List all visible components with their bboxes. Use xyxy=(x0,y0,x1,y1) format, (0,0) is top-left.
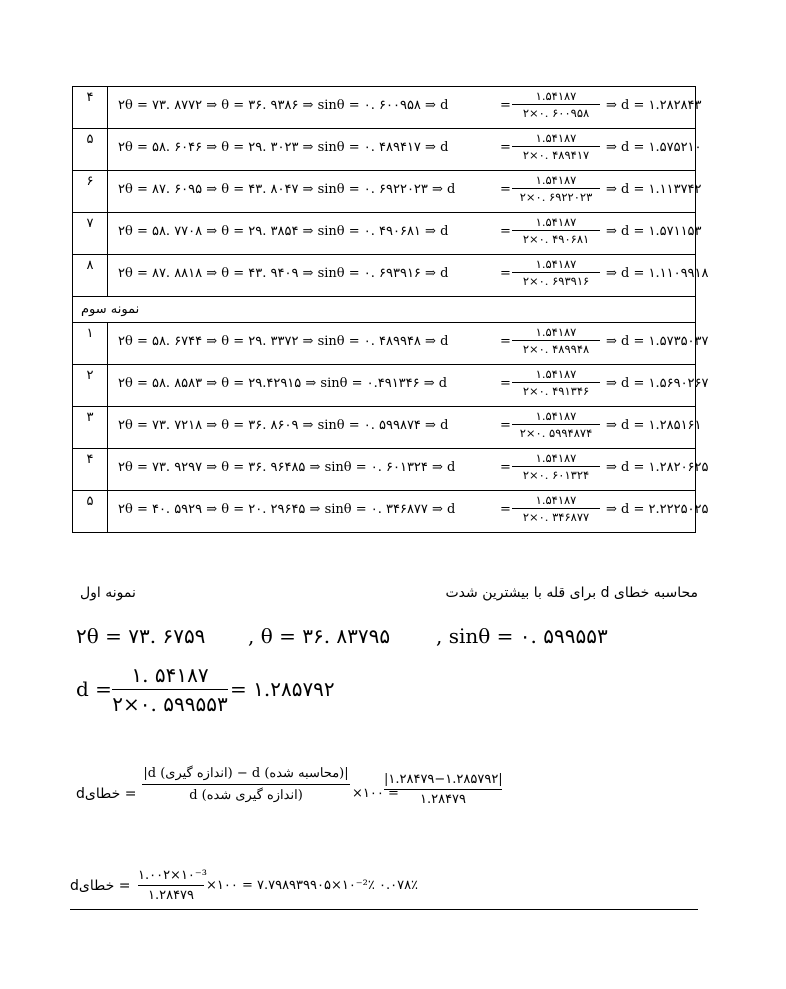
fraction-denominator: ۲×۰. ۴۸۹۹۴۸ xyxy=(522,342,590,356)
equation-fraction xyxy=(512,89,600,120)
equation-lhs: ۲θ = ۷۳. ۸۷۷۲ ⇒ θ = ۳۶. ۹۳۸۶ ⇒ sinθ = ۰. ۶۰۰۹۵۸ ⇒ d xyxy=(118,98,449,113)
equation-lhs: ۲θ = ۸۷. ۸۸۱۸ ⇒ θ = ۴۳. ۹۴۰۹ ⇒ sinθ = ۰. ۶۹۳۹۱۶ ⇒ d xyxy=(118,266,449,281)
equation-fraction xyxy=(512,173,600,204)
table-row xyxy=(73,129,696,171)
d-fraction xyxy=(112,663,228,716)
table-row xyxy=(73,171,696,213)
equation-lhs: ۲θ = ۷۳. ۹۲۹۷ ⇒ θ = ۳۶. ۹۶۴۸۵ ⇒ sinθ = ۰. ۶۰۱۳۲۴ ⇒ d xyxy=(118,460,456,475)
equation-result: ⇒ d = ۱.۲۸۵۱۶۱ xyxy=(606,418,702,433)
d-label: d = xyxy=(76,677,112,701)
error-general-numerator: |d (اندازه گیری) − d (محاسبه شده)| xyxy=(142,766,350,785)
fraction-numerator: ۱.۵۴۱۸۷ xyxy=(512,215,600,231)
multiply-hundred: ×۱۰۰ = xyxy=(352,786,399,801)
row-equation xyxy=(108,87,702,129)
equation-fraction xyxy=(512,215,600,246)
fraction-numerator: ۱.۵۴۱۸۷ xyxy=(512,409,600,425)
calc-title: محاسبه خطای d برای قله با بیشترین شدت xyxy=(445,585,698,601)
equation-lhs: ۲θ = ۵۸. ۷۷۰۸ ⇒ θ = ۲۹. ۳۸۵۴ ⇒ sinθ = ۰. ۴۹۰۶۸۱ ⇒ d xyxy=(118,224,449,239)
row-equation xyxy=(108,449,709,491)
equation-fraction xyxy=(512,409,600,440)
equation-result: ⇒ d = ۱.۲۸۲۰۶۲۵ xyxy=(606,460,709,475)
fraction-numerator: ۱.۵۴۱۸۷ xyxy=(512,451,600,467)
fraction-denominator: ۲×۰. ۴۸۹۴۱۷ xyxy=(522,148,590,162)
equation-result: ⇒ d = ۱.۵۷۳۵۰۳۷ xyxy=(606,334,709,349)
row-equation xyxy=(108,407,702,449)
fraction-numerator: ۱.۵۴۱۸۷ xyxy=(512,131,600,147)
row-number: ۷ xyxy=(73,213,108,255)
error-general-fraction xyxy=(142,766,350,803)
table-row xyxy=(73,255,696,297)
error-label: dخطای = xyxy=(76,786,137,802)
equation-lhs: ۲θ = ۵۸. ۸۵۸۳ ⇒ θ = ۲۹.۴۲۹۱۵ ⇒ sinθ = ۰.۴۹۱۳۴۶ ⇒ d xyxy=(118,376,448,391)
error-result-denominator: ۱.۲۸۴۷۹ xyxy=(147,888,195,903)
equation-result: ⇒ d = ۱.۱۱۳۷۴۲ xyxy=(606,182,702,197)
theta-value: , θ = ۳۶. ۸۳۷۹۵ xyxy=(248,624,391,648)
sin-value: , sinθ = ۰. ۵۹۹۵۵۳ xyxy=(436,624,608,648)
equals-sign: = xyxy=(500,224,511,239)
equation-result: ⇒ d = ۱.۱۱۰۹۹۱۸ xyxy=(606,266,709,281)
error-result-value: ×۱۰۰ = ۷.۷۹۸۹۳۹۹۰۵×۱۰⁻²٪ ۰.۰۷۸٪ xyxy=(206,878,419,893)
fraction-denominator: ۲×۰. ۴۹۱۳۴۶ xyxy=(522,384,590,398)
fraction-numerator: ۱.۵۴۱۸۷ xyxy=(512,325,600,341)
row-equation xyxy=(108,365,709,407)
equals-sign: = xyxy=(500,376,511,391)
table-row xyxy=(73,365,696,407)
row-equation xyxy=(108,129,702,171)
error-value-numerator: |۱.۲۸۴۷۹−۱.۲۸۵۷۹۲| xyxy=(384,772,502,790)
equation-fraction xyxy=(512,257,600,288)
row-equation xyxy=(108,323,709,365)
row-number: ۱ xyxy=(73,323,108,365)
table-row xyxy=(73,407,696,449)
equation-result: ⇒ d = ۱.۵۷۱۱۵۳ xyxy=(606,224,702,239)
error-result-label: dخطای = xyxy=(70,878,131,894)
equation-fraction xyxy=(512,131,600,162)
bottom-rule xyxy=(70,909,698,910)
table-row xyxy=(73,491,696,533)
row-equation xyxy=(108,255,709,297)
equals-sign: = xyxy=(500,182,511,197)
fraction-numerator: ۱.۵۴۱۸۷ xyxy=(512,173,600,189)
equation-fraction xyxy=(512,493,600,524)
row-equation xyxy=(108,171,702,213)
equals-sign: = xyxy=(500,140,511,155)
equals-sign: = xyxy=(500,418,511,433)
error-value-denominator: ۱.۲۸۴۷۹ xyxy=(419,792,467,807)
d-denominator: ۲×۰. ۵۹۹۵۵۳ xyxy=(112,692,228,716)
error-result-numerator: ۱.۰۰۲×۱۰⁻³ xyxy=(138,868,204,886)
error-general-denominator: d (اندازه گیری شده) xyxy=(189,788,303,803)
error-value-fraction xyxy=(384,772,502,807)
row-number: ۴ xyxy=(73,87,108,129)
equation-result: ⇒ d = ۱.۵۶۹۰۲۶۷ xyxy=(606,376,709,391)
equals-sign: = xyxy=(500,460,511,475)
row-number: ۸ xyxy=(73,255,108,297)
equals-sign: = xyxy=(500,266,511,281)
fraction-denominator: ۲×۰. ۴۹۰۶۸۱ xyxy=(522,232,590,246)
equation-lhs: ۲θ = ۴۰. ۵۹۲۹ ⇒ θ = ۲۰. ۲۹۶۴۵ ⇒ sinθ = ۰. ۳۴۶۸۷۷ ⇒ d xyxy=(118,502,456,517)
equation-fraction xyxy=(512,325,600,356)
d-result: = ۱.۲۸۵۷۹۲ xyxy=(230,677,335,701)
table-row xyxy=(73,87,696,129)
results-table xyxy=(72,86,709,533)
fraction-denominator: ۲×۰. ۶۹۳۹۱۶ xyxy=(522,274,590,288)
fraction-numerator: ۱.۵۴۱۸۷ xyxy=(512,89,600,105)
equation-result: ⇒ d = ۲.۲۲۲۵۰۲۵ xyxy=(606,502,709,517)
d-numerator: ۱. ۵۴۱۸۷ xyxy=(112,663,228,690)
section-label: نمونه سوم xyxy=(81,302,140,317)
table-row xyxy=(73,323,696,365)
fraction-denominator: ۲×۰. ۶۰۱۳۲۴ xyxy=(522,468,590,482)
equation-lhs: ۲θ = ۵۸. ۶۰۴۶ ⇒ θ = ۲۹. ۳۰۲۳ ⇒ sinθ = ۰. ۴۸۹۴۱۷ ⇒ d xyxy=(118,140,449,155)
fraction-denominator: ۲×۰. ۶۰۰۹۵۸ xyxy=(522,106,590,120)
error-result-fraction xyxy=(138,868,207,903)
fraction-numerator: ۱.۵۴۱۸۷ xyxy=(512,493,600,509)
row-number: ۴ xyxy=(73,449,108,491)
sample-title: نمونه اول xyxy=(80,585,136,601)
table-row xyxy=(73,449,696,491)
equation-lhs: ۲θ = ۷۳. ۷۲۱۸ ⇒ θ = ۳۶. ۸۶۰۹ ⇒ sinθ = ۰. ۵۹۹۸۷۴ ⇒ d xyxy=(118,418,449,433)
two-theta-value: ۲θ = ۷۳. ۶۷۵۹ xyxy=(76,624,206,648)
equals-sign: = xyxy=(500,502,511,517)
equation-result: ⇒ d = ۱.۲۸۲۸۴۳ xyxy=(606,98,702,113)
equation-lhs: ۲θ = ۵۸. ۶۷۴۴ ⇒ θ = ۲۹. ۳۳۷۲ ⇒ sinθ = ۰. ۴۸۹۹۴۸ ⇒ d xyxy=(118,334,449,349)
row-number: ۶ xyxy=(73,171,108,213)
row-number: ۵ xyxy=(73,491,108,533)
table-row xyxy=(73,213,696,255)
fraction-numerator: ۱.۵۴۱۸۷ xyxy=(512,367,600,383)
equation-result: ⇒ d = ۱.۵۷۵۲۱۰ xyxy=(606,140,702,155)
fraction-denominator: ۲×۰. ۶۹۲۲۰۲۳ xyxy=(519,190,593,204)
fraction-denominator: ۲×۰. ۳۴۶۸۷۷ xyxy=(522,510,590,524)
equation-fraction xyxy=(512,451,600,482)
row-equation xyxy=(108,213,702,255)
section-row xyxy=(73,297,696,323)
row-number: ۵ xyxy=(73,129,108,171)
fraction-denominator: ۲×۰. ۵۹۹۴۸۷۴ xyxy=(519,426,593,440)
equation-fraction xyxy=(512,367,600,398)
equals-sign: = xyxy=(500,334,511,349)
row-number: ۲ xyxy=(73,365,108,407)
row-number: ۳ xyxy=(73,407,108,449)
equals-sign: = xyxy=(500,98,511,113)
row-equation xyxy=(108,491,709,533)
equation-lhs: ۲θ = ۸۷. ۶۰۹۵ ⇒ θ = ۴۳. ۸۰۴۷ ⇒ sinθ = ۰. ۶۹۲۲۰۲۳ ⇒ d xyxy=(118,182,456,197)
fraction-numerator: ۱.۵۴۱۸۷ xyxy=(512,257,600,273)
